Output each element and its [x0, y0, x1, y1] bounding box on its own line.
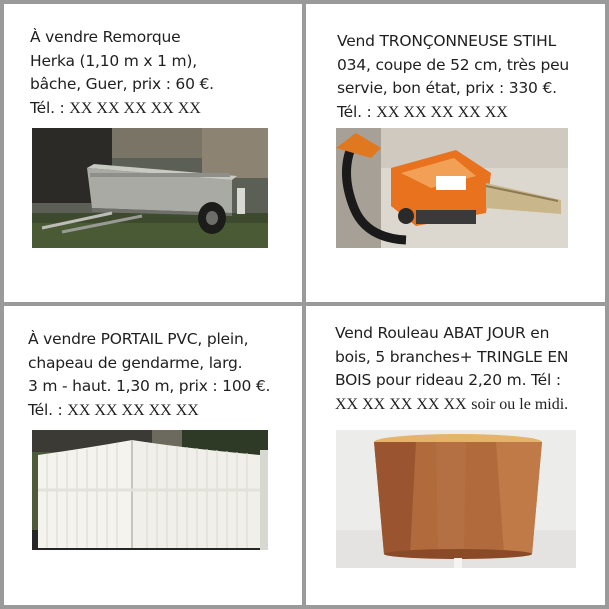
ad-line: 034, coupe de 52 cm, très peu [337, 55, 570, 74]
ad-text [337, 30, 581, 124]
trailer-photo [32, 128, 268, 248]
ad-line: 3 m - haut. 1,30 m, prix : 100 €. [28, 377, 271, 395]
ad-line: bois, 5 branches+ TRINGLE EN [335, 347, 569, 366]
phone-number: XX XX XX XX XX [67, 401, 199, 419]
ad-line: À vendre PORTAIL PVC, plein, [28, 330, 249, 348]
phone-number: XX XX XX XX XX [69, 99, 201, 117]
ad-line: chapeau de gendarme, larg. [28, 353, 243, 372]
tel-label: Tél. : [30, 98, 65, 117]
lampshade-photo [336, 430, 576, 568]
ad-contact [30, 97, 274, 121]
ad-line: BOIS pour rideau 2,20 m. Tél : [335, 371, 561, 389]
ad-contact [335, 393, 581, 417]
ad-text [28, 328, 280, 422]
ad-line: servie, bon état, prix : 330 €. [337, 79, 557, 97]
ad-line: Herka (1,10 m x 1 m), [30, 51, 197, 70]
ad-line: Vend Rouleau ABAT JOUR en [335, 324, 550, 342]
ad-card-trailer [4, 4, 302, 302]
ad-line: À vendre Remorque [30, 28, 181, 46]
phone-number: XX XX XX XX XX [335, 395, 467, 413]
chainsaw-photo [336, 128, 568, 248]
ad-contact [337, 101, 581, 125]
ad-card-gate [4, 306, 302, 605]
ad-card-chainsaw [306, 4, 605, 302]
tel-label: Tél. : [28, 400, 63, 419]
phone-number: XX XX XX XX XX [376, 103, 508, 121]
ad-text [30, 26, 274, 120]
ad-line: Vend TRONÇONNEUSE STIHL [337, 32, 557, 50]
ad-text [335, 322, 581, 416]
tel-label: Tél. : [337, 102, 372, 121]
gate-photo [32, 430, 268, 550]
ad-line: bâche, Guer, prix : 60 €. [30, 75, 214, 93]
ad-contact [28, 399, 280, 423]
ad-line: soir ou le midi. [471, 395, 569, 413]
ad-card-lampshade [306, 306, 605, 605]
